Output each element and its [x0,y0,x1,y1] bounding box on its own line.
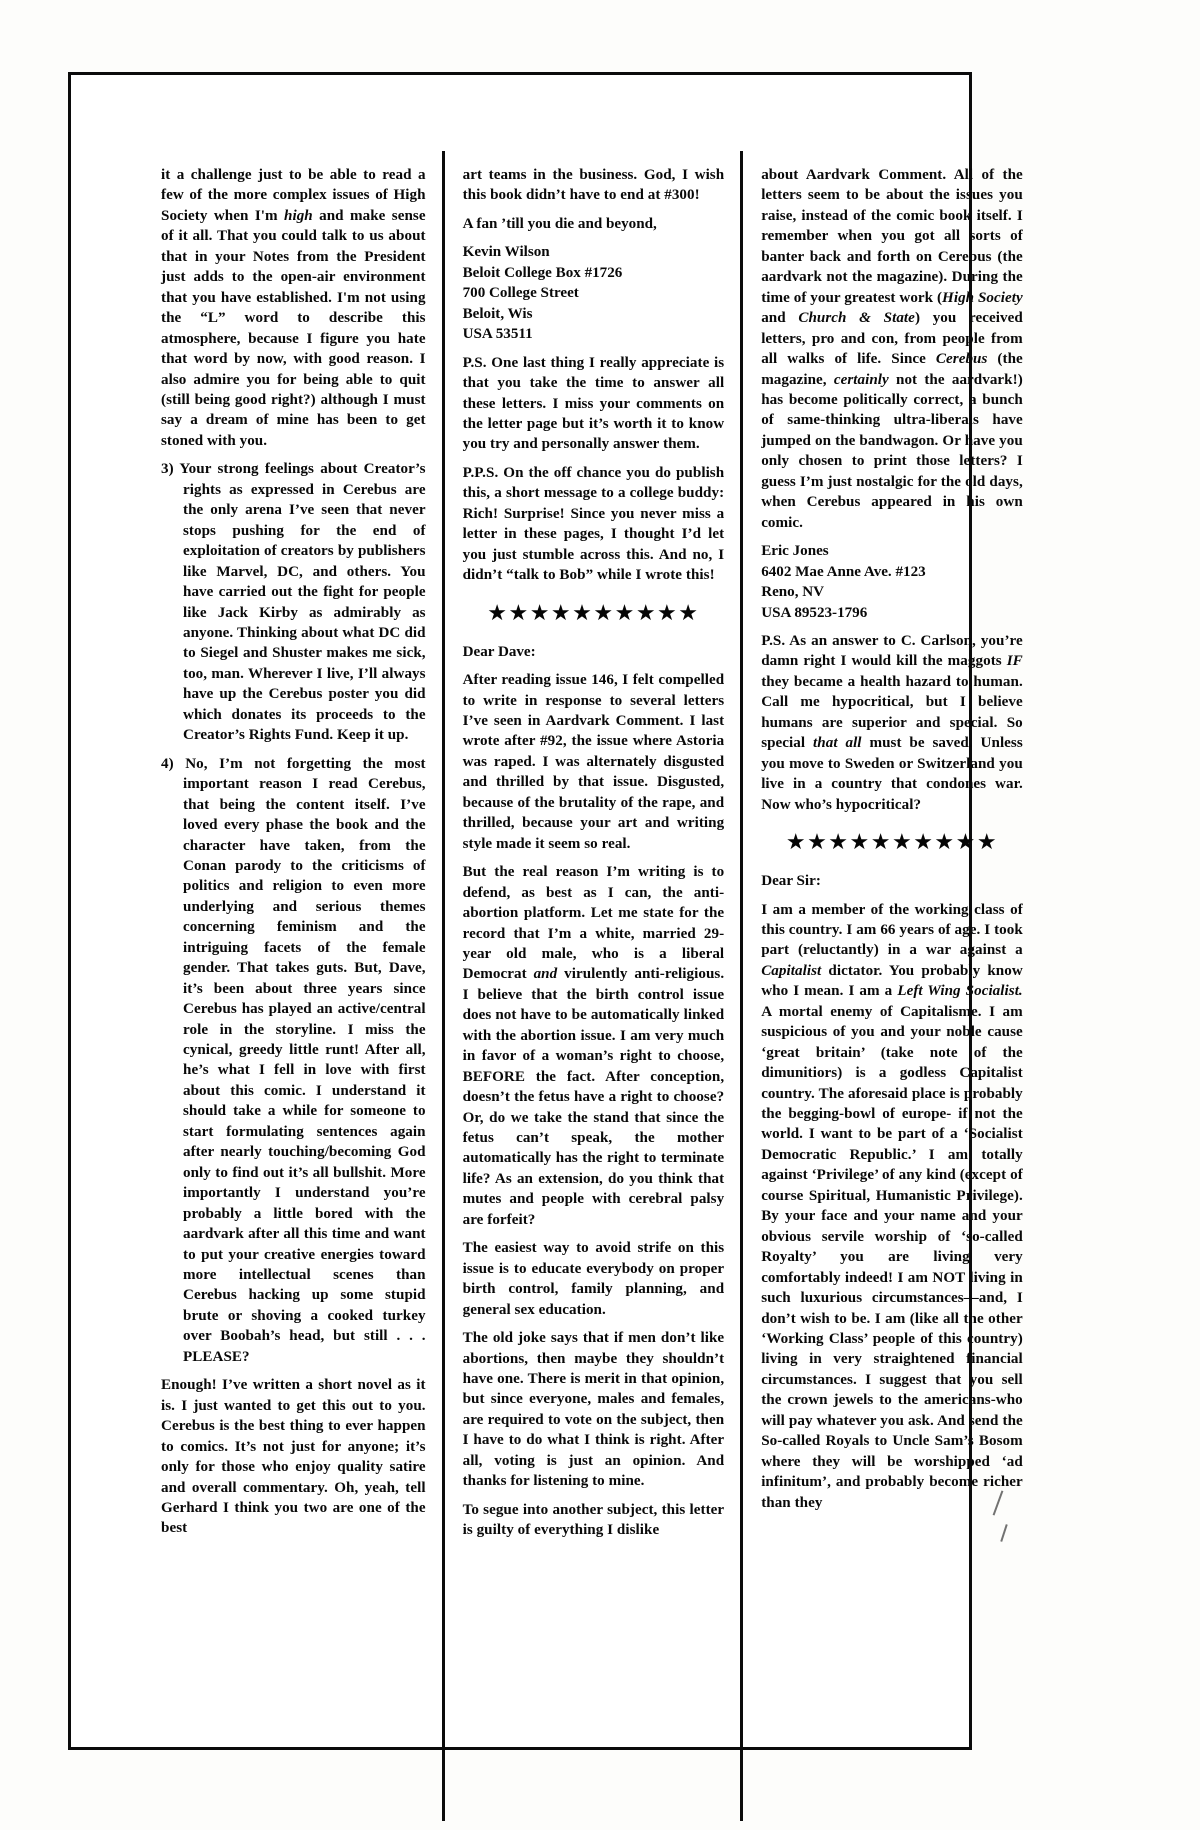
column-middle [442,151,741,1821]
italic-run: high [284,207,313,224]
address-line: 700 College Street [462,285,579,302]
address-line: Reno, NV [761,584,825,601]
italic-run: Cerebus [935,351,988,368]
address-line: USA 53511 [462,326,533,343]
paragraph-segue-letter-guilty: To segue into another subject, this letter is guilty of everything I dislike [462,1501,725,1539]
salutation-dear-dave: Dear Dave: [462,643,536,660]
column-right [740,151,1039,1821]
address-line: Eric Jones [761,543,829,560]
address-line: Beloit College Box #1726 [462,264,623,281]
address-kevin-wilson [463,242,725,344]
italic-run: Left Wing Socialist. [897,983,1023,1000]
three-column-text-layout [143,151,1039,1821]
italic-run: certainly [833,371,889,388]
paragraph-working-class-member: I am a member of the working class of this country. I am 66 years of age. I took part (reluctantly) in a war against a Capitalist dictator. You probably know who I mean. I am a Left Wing Socialist. A mortal enemy of Capitalisme. I am suspicious of you and your noble cause ‘great britain’ (take note of the dimunitiors) is a godless Capitalist country. The aforesaid place is probably the begging-bowl of europe- if not the world. I want to be part of a ‘Socialist Democratic Republic.’ I am totally against ‘Privilege’ of any kind (except of course Spiritual, Humanistic Privilege). By your face and your name and your obvious servile worship of ‘so-called Royalty’ you are living very comfortably indeed! I am NOT living in such luxurious circumstances—and, I don’t wish to be. I am (like all the other ‘Working Class’ people of this country) living in very straightened financial circumstances. I suggest that you sell the crown jewels to the americans-who will pay whatever you ask. And send the So-called Royals to Uncle Sam’s Bosom where they will be worshipped ‘ad infinitum’, and probably become richer than they [761,901,1023,1511]
paragraph-enough-short-novel: Enough! I’ve written a short novel as it is. I just wanted to get this out to you. Cerebus is the best thing to ever happen to comics. It’s not just for anyone; it’s only for those who enjoy quality satire and overall commentary. Oh, yeah, tell Gerhard I think you two are one of the best [161,1377,426,1537]
letter-separator-stars: ★★★★★★★★★★ [487,599,700,625]
italic-run: High Society [942,289,1023,306]
paragraph-anti-abortion-platform: But the real reason I’m writing is to defend, as best as I can, the anti-abortion platform. Let me state for the record that I’m a white, married 29-year old male, who is a liberal Democrat and virulently anti-religious. I believe that the birth control issue does not have to be automatically linked with the abortion issue. I am very much in favor of a woman’s right to choose, BEFORE the fact. After conception, doesn’t the fetus have a right to choose? Or, do we take the stand that since the fetus can’t speak, the mother automatically has the right to terminate life? As an extension, do you think that mutes and people with cerebral palsy are forfeit? [462,864,725,1228]
paragraph-challenge-high-society: it a challenge just to be able to read a few of the more complex issues of High Society when I'm high and make sense of it all. That you could talk to us about that in your Notes from the President just adds to the open-air environment that you have established. I'm not using the “L” word to describe this atmosphere, because I figure you hate that word by now, with good reason. I also admire you for being able to quit (still being good right?) although I must say a dream of mine has been to get stoned with you. [161,167,426,449]
italic-run: IF [1006,653,1023,670]
paragraph-aardvark-comment-continuation: about Aardvark Comment. All of the letters seem to be about the issues you raise, instead of the comic book itself. I remember when you got all sorts of banter back and forth on Cerebus (the aardvark not the magazine). During the time of your greatest work (High Society and Church & State) you received letters, pro and con, from people from all walks of life. Since Cerebus (the magazine, certainly not the aardvark!) has become politically correct, a bunch of same-thinking ultra-liberals have jumped on the bandwagon. Or have you only chosen to print those letters? I guess I’m just nostalgic for the old days, when Cerebus appeared in his own comic. [761,167,1023,531]
paragraph-pps-college-buddy: P.P.S. On the off chance you do publish this, a short message to a college buddy: Rich! Surprise! Since you never miss a letter in these pages, I thought I’d let you just stumble across this. And no, I didn’t “talk to Bob” while I wrote this! [462,464,725,584]
address-line: 6402 Mae Anne Ave. #123 [761,563,926,580]
paragraph-art-teams-continuation: art teams in the business. God, I wish this book didn’t have to end at #300! [462,167,725,204]
address-eric-jones [761,541,1023,623]
address-line: Kevin Wilson [462,244,550,261]
italic-run: and [533,966,558,983]
paragraph-issue-146-response: After reading issue 146, I felt compelled to write in response to several letters I’ve seen in Aardvark Comment. I last wrote after #92, the issue where Astoria was raped. I was alternately disgusted and thrilled by that issue. Disgusted, because of the brutality of the rape, and thrilled, because your art and writing style made it seem so real. [462,672,725,852]
italic-run: that all [813,735,862,752]
salutation-dear-sir: Dear Sir: [761,873,821,890]
column-left [143,151,442,1821]
address-line: Beloit, Wis [462,305,533,322]
page-border-frame [68,72,1023,1750]
paragraph-item-3-creator-rights: 3) Your strong feelings about Creator’s rights as expressed in Cerebus are the only arena I’ve seen that never stops pushing for the end of exploitation of creators by publishers like Marvel, DC, and others. You have carried out the fight for people like Jack Kirby as admirably as anyone. Thinking about what DC did to Siegel and Shuster makes me sick, too, man. Wherever I live, I’ll always have up the Cerebus poster you did which donates its proceeds to the Creator’s Rights Fund. Keep it up. [161,461,426,744]
paragraph-old-joke-men-abortions: The old joke says that if men don’t like abortions, then maybe they shouldn’t have one. There is merit in that opinion, but since everyone, males and females, are required to vote on the subject, then I have to do what I think is right. After all, voting is just an opinion. And thanks for listening to mine. [462,1330,725,1490]
paragraph-item-4-content-itself: 4) No, I’m not forgetting the most important reason I read Cerebus, that being the content itself. I’ve loved every phase the book and the character have taken, from the Conan parody to the criticisms of politics and religion to even more underlying and serious themes concerning feminism and the intriguing facets of the female gender. That takes guts. But, Dave, it’s been about three years since Cerebus has played an active/central role in the storyline. I miss the cynical, greedy little runt! After all, he’s what I fell in love with first about this comic. I understand it should take a while for someone to start formulating sentences again after nearly touching/becoming God only to find out it’s all bullshit. More importantly I understand you’re probably a little bored with the aardvark after all this time and want to put your creative energies toward more intellectual scenes than Cerebus hacking up some stupid brute or shoving a cooked turkey over Boobah’s head, but still . . . PLEASE? [161,755,426,1365]
letter-separator-stars: ★★★★★★★★★★ [785,829,999,855]
italic-run: Church & State [798,310,915,327]
signoff-fan-till-you-die: A fan ’till you die and beyond, [462,215,657,232]
address-line: USA 89523-1796 [761,604,868,621]
paragraph-ps-appreciate-answers: P.S. One last thing I really appreciate is that you take the time to answer all these letters. I miss your comments on the letter page but it’s worth it to know you try and personally answer them. [462,354,725,453]
paragraph-ps-carlson-maggots: P.S. As an answer to C. Carlson, you’re damn right I would kill the maggots IF they became a health hazard to human. Call me hypocritical, but I believe humans are superior and special. So special that all must be saved. Unless you move to Sweden or Switzerland you live in a country that condones war. Now who’s hypocritical? [761,632,1023,813]
italic-run: Capitalist [761,962,822,979]
paragraph-easiest-way-education: The easiest way to avoid strife on this issue is to educate everybody on proper birth control, family planning, and general sex education. [462,1240,725,1318]
